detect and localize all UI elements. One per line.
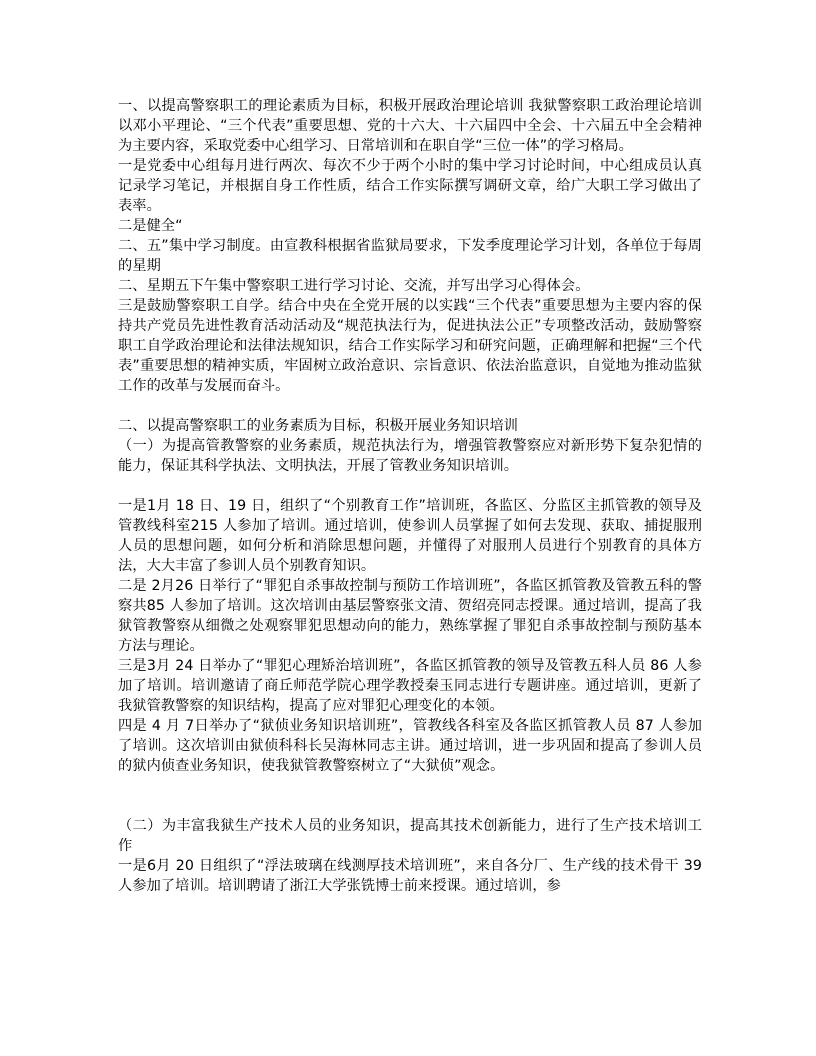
spacer [118, 776, 702, 816]
paragraph: 一是党委中心组每月进行两次、每次不少于两个小时的集中学习讨论时间，中心组成员认真记录学习笔记，并根据自身工作性质，结合工作实际撰写调研文章，给广大职工学习做出了表率。 [118, 158, 702, 214]
paragraph: 四是 4 月 7日举办了“狱侦业务知识培训班”，管教线各科室及各监区抓管教人员 87 人参加了培训。这次培训由狱侦科科长吴海林同志主讲。通过培训，进一步巩固和提高了参训人员的狱内侦查业务知识，使我狱管教警察树立了“大狱侦”观念。 [118, 718, 702, 774]
section-heading: 二、以提高警察职工的业务素质为目标，积极开展业务知识培训 [118, 418, 519, 434]
document-body [118, 96, 702, 896]
paragraph: 二是健全“ [118, 218, 183, 234]
paragraph: 二是 2月26 日举行了“罪犯自杀事故控制与预防工作培训班”，各监区抓管教及管教五科的警察共85 人参加了培训。这次培训由基层警察张文清、贺绍亮同志授课。通过培训，提高了我狱管教警察从细微之处观察罪犯思想动向的能力，熟练掌握了罪犯自杀事故控制与预防基本方法与理论。 [118, 578, 702, 654]
paragraph: 一是1月 18 日、19 日，组织了“个别教育工作”培训班，各监区、分监区主抓管教的领导及管教线科室215 人参加了培训。通过培训，使参训人员掌握了如何去发现、获取、捕捉服刑人员的思想问题，如何分析和消除思想问题，并懂得了对服刑人员进行个别教育的具体方法，大大丰富了参训人员个别教育知识。 [118, 498, 702, 574]
paragraph: （一）为提高管教警察的业务素质，规范执法行为，增强管教警察应对新形势下复杂犯情的能力，保证其科学执法、文明执法，开展了管教业务知识培训。 [118, 438, 702, 474]
paragraph: 二、五”集中学习制度。由宣教科根据省监狱局要求，下发季度理论学习计划，各单位于每周的星期 [118, 238, 702, 274]
paragraph: 一是6月 20 日组织了“浮法玻璃在线测厚技术培训班”，来自各分厂、生产线的技术骨干 39人参加了培训。培训聘请了浙江大学张铣博士前来授课。通过培训，参 [118, 858, 702, 894]
paragraph: 三是鼓励警察职工自学。结合中央在全党开展的以实践“三个代表”重要思想为主要内容的保持共产党员先进性教育活动活动及“规范执法行为，促进执法公正”专项整改活动，鼓励警察职工自学政治理论和法律法规知识，结合工作实际学习和研究问题，正确理解和把握“三个代表”重要思想的精神实质，牢固树立政治意识、宗旨意识、依法治监意识，自觉地为推动监狱工作的改革与发展而奋斗。 [118, 298, 702, 394]
paragraph: 二、星期五下午集中警察职工进行学习讨论、交流，并写出学习心得体会。 [118, 278, 590, 294]
paragraph: 一、以提高警察职工的理论素质为目标，积极开展政治理论培训 我狱警察职工政治理论培训以邓小平理论、“三个代表”重要思想、党的十六大、十六届四中全会、十六届五中全会精神为主要内容，采取党委中心组学习、日常培训和在职自学“三位一体”的学习格局。 [118, 98, 702, 154]
spacer [118, 396, 702, 416]
spacer [118, 476, 702, 496]
paragraph: 三是3月 24 日举办了“罪犯心理矫治培训班”，各监区抓管教的领导及管教五科人员 86 人参加了培训。培训邀请了商丘师范学院心理学教授秦玉同志进行专题讲座。通过培训，更新了我狱管教警察的知识结构，提高了应对罪犯心理变化的本领。 [118, 658, 702, 714]
paragraph: （二）为丰富我狱生产技术人员的业务知识，提高其技术创新能力，进行了生产技术培训工作 [118, 818, 702, 854]
